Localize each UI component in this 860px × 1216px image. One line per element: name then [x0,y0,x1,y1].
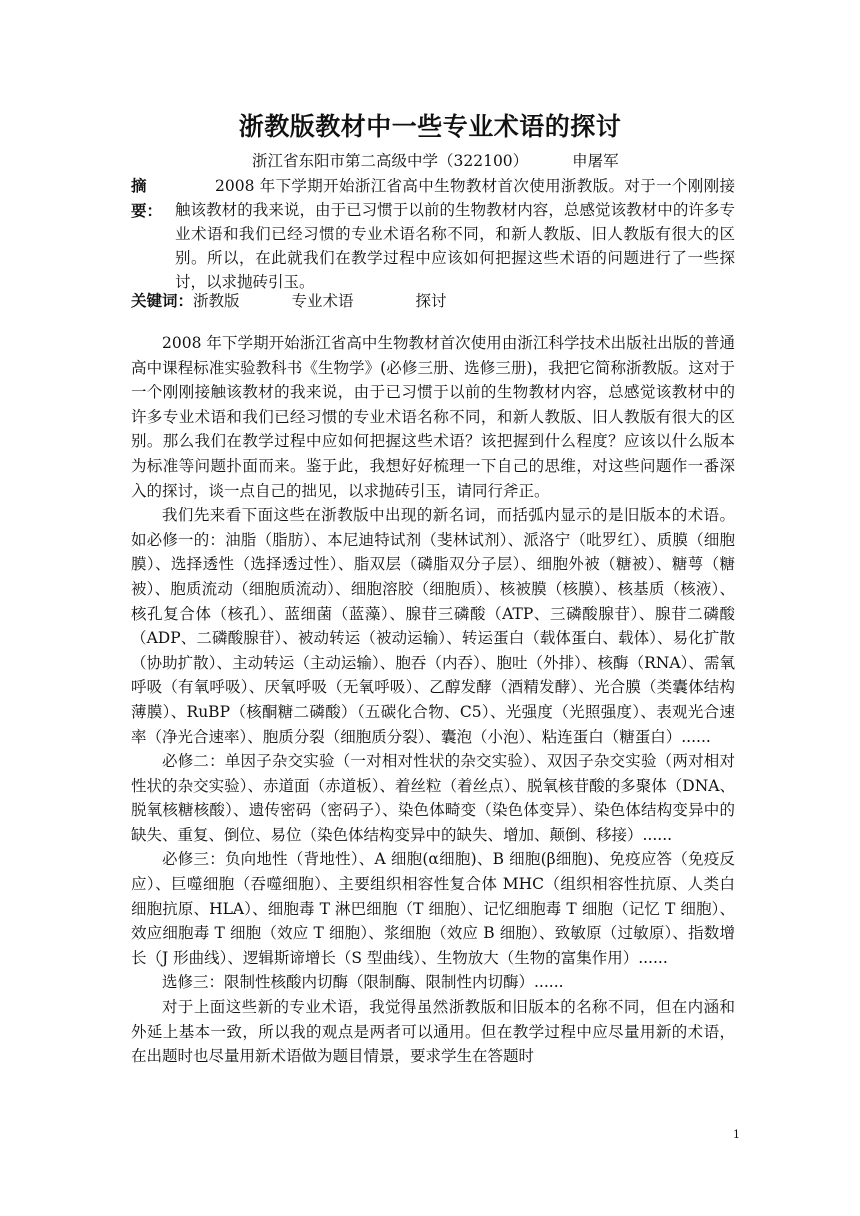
body-paragraph: 选修三：限制性核酸内切酶（限制酶、限制性内切酶）...... [162,973,564,992]
abstract-text: 2008 年下学期开始浙江省高中生物教材首次使用浙教版。对于一个刚刚接触该教材的我来说，由于已习惯于以前的生物教材内容，总感觉该教材中的许多专业术语和我们已经习惯的专业术语名称不同，和新人教版、旧人教版有很大的区别。所以，在此就我们在教学过程中应该如何把握这些术语的问题进行了一些探讨，以求抛砖引玉。 [175,177,735,291]
keyword-item: 浙教版 [193,292,240,310]
body-paragraph: 2008 年下学期开始浙江省高中生物教材首次使用由浙江科学技术出版社出版的普通高中课程标准实验教科书《生物学》(必修三册、选修三册)，我把它简称浙教版。这对于一个刚刚接触该教材的我来说，由于已习惯于以前的生物教材内容，总感觉该教材中的许多专业术语和我们已经习惯的专业术语名称不同，和新人教版、旧人教版有很大的区别。那么我们在教学过程中应如何把握这些术语？该把握到什么程度？应该以什么版本为标准等问题扑面而来。鉴于此，我想好好梳理一下自己的思维，对这些问题作一番深入的探讨，谈一点自己的拙见，以求抛砖引玉，请同行斧正。 [131,334,735,500]
body-paragraph: 必修二：单因子杂交实验（一对相对性状的杂交实验）、双因子杂交实验（两对相对性状的杂交实验）、赤道面（赤道板）、着丝粒（着丝点）、脱氧核苷酸的多聚体（DNA、脱氧核糖核酸）、遗传密码（密码子）、染色体畸变（染色体变异）、染色体结构变异中的缺失、重复、倒位、易位（染色体结构变异中的缺失、增加、颠倒、移接）...... [131,752,735,844]
keywords-line [131,289,735,313]
keyword-item: 专业术语 [291,292,354,310]
page-number: 1 [733,1128,740,1141]
keyword-item: 探讨 [415,292,447,310]
abstract-section [131,174,735,294]
author-line [252,149,732,173]
abstract-label: 摘要： [131,177,163,220]
keywords-label: 关键词： [131,292,194,310]
body-text [131,331,735,1069]
author-affiliation: 浙江省东阳市第二高级中学（322100） [252,152,529,170]
body-paragraph: 我们先来看下面这些在浙教版中出现的新名词，而括弧内显示的是旧版本的术语。如必修一的：油脂（脂肪）、本尼迪特试剂（斐林试剂）、派洛宁（吡罗红）、质膜（细胞膜）、选择透性（选择透过性）、脂双层（磷脂双分子层）、细胞外被（糖被）、糖萼（糖被）、胞质流动（细胞质流动）、细胞溶胶（细胞质）、核被膜（核膜）、核基质（核液）、核孔复合体（核孔）、蓝细菌（蓝藻）、腺苷三磷酸（ATP、三磷酸腺苷）、腺苷二磷酸（ADP、二磷酸腺苷）、被动转运（被动运输）、转运蛋白（载体蛋白、载体）、易化扩散（协助扩散）、主动转运（主动运输）、胞吞（内吞）、胞吐（外排）、核酶（RNA）、需氧呼吸（有氧呼吸）、厌氧呼吸（无氧呼吸）、乙醇发酵（酒精发酵）、光合膜（类囊体结构薄膜）、RuBP（核酮糖二磷酸）（五碳化合物、C5）、光强度（光照强度）、表观光合速率（净光合速率）、胞质分裂（细胞质分裂）、囊泡（小泡）、粘连蛋白（糖蛋白）...... [131,506,735,746]
body-paragraph: 对于上面这些新的专业术语，我觉得虽然浙教版和旧版本的名称不同，但在内涵和外延上基本一致，所以我的观点是两者可以通用。但在教学过程中应尽量用新的术语，在出题时也尽量用新术语做为题目情景，要求学生在答题时 [131,998,735,1066]
body-paragraph: 必修三：负向地性（背地性）、A 细胞(α细胞)、B 细胞(β细胞)、免疫应答（免疫反应）、巨噬细胞（吞噬细胞）、主要组织相容性复合体 MHC（组织相容性抗原、人类白细胞抗原、HLA）、细胞毒 T 淋巴细胞（T 细胞）、记忆细胞毒 T 细胞（记忆 T 细胞）、效应细胞毒 T 细胞（效应 T 细胞）、浆细胞（效应 B 细胞）、致敏原（过敏原）、指数增长（J 形曲线）、逻辑斯谛增长（S 型曲线）、生物放大（生物的富集作用）...... [131,850,735,967]
document-title: 浙教版教材中一些专业术语的探讨 [238,112,622,141]
author-name: 申屠军 [572,152,619,170]
